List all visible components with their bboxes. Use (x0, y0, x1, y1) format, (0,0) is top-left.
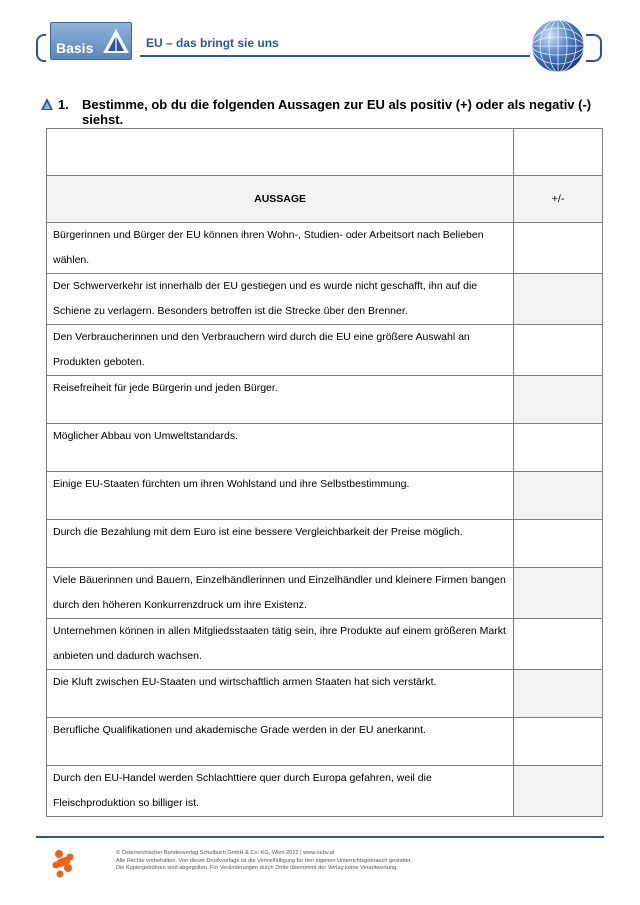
globe-icon (530, 18, 586, 74)
answer-cell[interactable] (514, 472, 603, 520)
basis-logo (50, 22, 132, 60)
table-row (47, 472, 603, 520)
footer-line: Die Kopiergebühren sind abgegolten. Für Veränderungen durch Dritte übernimmt der Verlag keine Verantwortung. (116, 865, 398, 871)
answer-cell[interactable] (514, 718, 603, 766)
answer-cell[interactable] (514, 325, 603, 376)
logo-text: Basis (56, 40, 94, 56)
answer-cell[interactable] (514, 223, 603, 274)
statement-cell: Durch den EU-Handel werden Schlachttiere quer durch Europa gefahren, weil die Fleischproduktion so billiger ist. (47, 766, 514, 817)
footer-line: Alle Rechte vorbehalten. Von dieser Druckvorlage ist die Vervielfältigung für den eigenen Unterrichtsgebrauch gestattet. (116, 857, 413, 864)
statement-cell: Den Verbraucherinnen und den Verbrauchern wird durch die EU eine größere Auswahl an Produkten geboten. (47, 325, 514, 376)
publisher-logo-icon (50, 848, 78, 878)
statement-cell: Möglicher Abbau von Umweltstandards. (47, 424, 514, 472)
answer-cell[interactable] (514, 274, 603, 325)
answer-cell[interactable] (514, 424, 603, 472)
answer-cell[interactable] (514, 568, 603, 619)
triangle-icon (101, 26, 131, 56)
page-header (36, 26, 602, 68)
answer-cell[interactable] (514, 619, 603, 670)
table-row (47, 274, 603, 325)
table-row (47, 568, 603, 619)
statement-cell: Die Kluft zwischen EU-Staaten und wirtschaftlich armen Staaten hat sich verstärkt. (47, 670, 514, 718)
header-statement: AUSSAGE (47, 176, 514, 223)
statement-cell: Durch die Bezahlung mit dem Euro ist eine bessere Vergleichbarkeit der Preise möglich. (47, 520, 514, 568)
statement-cell: Der Schwerverkehr ist innerhalb der EU gestiegen und es wurde nicht geschafft, ihn auf die Schiene zu verlagern. Besonders betroffen ist die Strecke über den Brenner. (47, 274, 514, 325)
answer-cell[interactable] (514, 670, 603, 718)
table-row (47, 670, 603, 718)
table-row (47, 718, 603, 766)
table-row (47, 766, 603, 817)
statement-cell: Berufliche Qualifikationen und akademische Grade werden in der EU anerkannt. (47, 718, 514, 766)
difficulty-triangle-icon (40, 97, 54, 111)
empty-cell (47, 129, 514, 176)
task-number: 1. (58, 97, 69, 112)
table-row (47, 223, 603, 274)
answer-cell[interactable] (514, 520, 603, 568)
statement-table (46, 128, 603, 817)
page-title: EU – das bringt sie uns (146, 36, 279, 50)
table-header-row (47, 176, 603, 223)
table-empty-row (47, 129, 603, 176)
table-row (47, 520, 603, 568)
statement-cell: Einige EU-Staaten fürchten um ihren Wohlstand und ihre Selbstbestimmung. (47, 472, 514, 520)
statement-cell: Bürgerinnen und Bürger der EU können ihren Wohn-, Studien- oder Arbeitsort nach Belieben wählen. (47, 223, 514, 274)
answer-cell[interactable] (514, 376, 603, 424)
table-row (47, 376, 603, 424)
statement-cell: Reisefreiheit für jede Bürgerin und jeden Bürger. (47, 376, 514, 424)
statement-cell: Unternehmen können in allen Mitgliedsstaaten tätig sein, ihre Produkte auf einem größeren Markt anbieten und dadurch wachsen. (47, 619, 514, 670)
task-instruction: Bestimme, ob du die folgenden Aussagen zur EU als positiv (+) oder als negativ (-) siehst. (82, 97, 592, 127)
footer-copyright (116, 850, 412, 873)
footer-divider (36, 836, 604, 838)
header-sign: +/- (514, 176, 603, 223)
table-row (47, 619, 603, 670)
answer-cell[interactable] (514, 766, 603, 817)
empty-cell (514, 129, 603, 176)
statement-cell: Viele Bäuerinnen und Bauern, Einzelhändlerinnen und Einzelhändler und kleinere Firmen bangen durch den höheren Konkurrenzdruck um ihre Existenz. (47, 568, 514, 619)
table-row (47, 424, 603, 472)
footer-line: © Österreichischer Bundesverlag Schulbuch GmbH & Co. KG, Wien 2022 | www.oebv.at (116, 850, 335, 856)
table-row (47, 325, 603, 376)
header-divider (140, 55, 530, 57)
